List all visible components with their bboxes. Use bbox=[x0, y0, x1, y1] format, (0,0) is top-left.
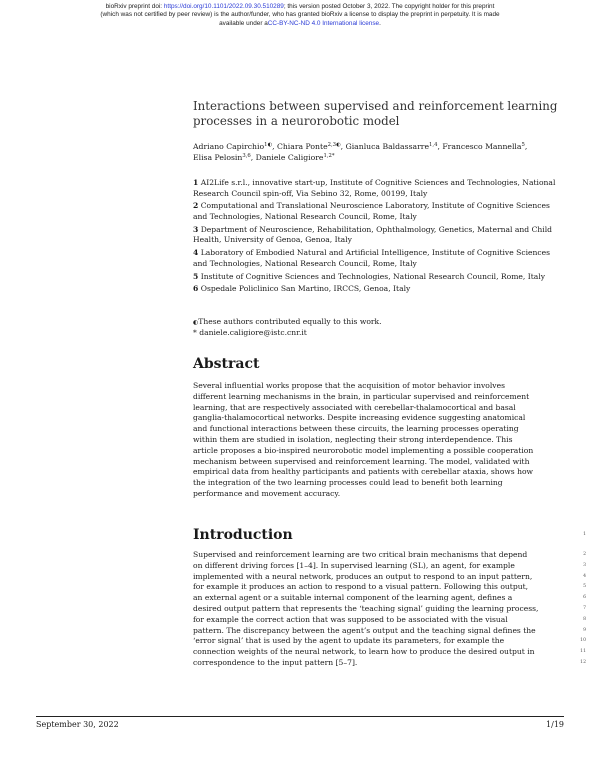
abstract-line: article proposes a bio-inspired neurorobotic model implementing a possible cooperation bbox=[193, 445, 534, 455]
intro-line: connection weights of the neural network, to learn how to produce the desired output in bbox=[193, 647, 535, 657]
line-number: 3 bbox=[583, 562, 586, 568]
intro-line: an external agent or a suitable internal component of the learning agent, defines a bbox=[193, 593, 513, 603]
line-number: 8 bbox=[583, 616, 586, 622]
line-number: 6 bbox=[583, 595, 586, 601]
intro-line: for example it produces an action to respond to a visual pattern. Following this output, bbox=[193, 582, 529, 592]
affiliation: 1 AI2Life s.r.l., innovative start-up, Institute of Cognitive Sciences and Technologies, National Research Council spin-off, Via Sebino 32, Rome, 00199, Italy bbox=[193, 178, 556, 198]
abstract-line: empirical data from healthy participants and patients with cerebellar ataxia, shows how bbox=[193, 467, 534, 477]
half-circle-icon: ◐ bbox=[193, 319, 199, 326]
page-number: 1/19 bbox=[546, 720, 564, 729]
author: Gianluca Baldassarre$^{1,4}$, bbox=[345, 141, 443, 151]
affiliation-list bbox=[193, 178, 565, 297]
line-number: 11 bbox=[580, 649, 586, 655]
intro-line: implemented with a neural network, produces an output to respond to an input pattern, bbox=[193, 571, 533, 581]
introduction-body bbox=[193, 550, 565, 669]
line-number: 2 bbox=[583, 552, 586, 557]
paper-title: Interactions between supervised and reinforcement learning processes in a neurorobotic model bbox=[193, 99, 558, 128]
line-numbers bbox=[574, 550, 586, 669]
notice-line-1: bioRxiv preprint doi: https://doi.org/10.1101/2022.09.30.510289; this version posted October 3, 2022. The copyright holder for this preprint bbox=[105, 3, 495, 10]
affiliation: 6 Ospedale Policlinico San Martino, IRCCS, Genoa, Italy bbox=[193, 284, 411, 294]
abstract-line: within them are studied in isolation, neglecting their strong interdependence. This bbox=[193, 434, 513, 444]
abstract-line: performance and movement accuracy. bbox=[193, 488, 341, 498]
footer-date: September 30, 2022 bbox=[36, 720, 119, 729]
intro-line: ‘error signal’ that is used by the agent to update its parameters, for example the bbox=[193, 636, 505, 646]
author: Daniele Caligiore$^{1,2*}$ bbox=[255, 152, 335, 162]
intro-line: Supervised and reinforcement learning are two critical brain mechanisms that depend bbox=[193, 550, 528, 559]
corresponding-email[interactable]: * daniele.caligiore@istc.cnr.it bbox=[193, 328, 307, 337]
abstract-line: different learning mechanisms in the brain, in particular supervised and reinforcement bbox=[193, 391, 530, 401]
author: Francesco Mannella$^5$, bbox=[442, 141, 528, 151]
notice-line-2: (which was not certified by peer review) is the author/funder, who has granted bioRxiv a license to display the preprint in perpetuity. It is made bbox=[100, 11, 500, 19]
author-line-2 bbox=[193, 153, 565, 164]
intro-line: desired output pattern that represents the ‘teaching signal’ guiding the learning process, bbox=[193, 603, 539, 613]
abstract-line: Several influential works propose that the acquisition of motor behavior involves bbox=[193, 381, 505, 390]
line-number: 1 bbox=[583, 532, 586, 537]
author: Elisa Pelosin$^{3,6}$, bbox=[193, 152, 256, 162]
affiliation: 2 Computational and Translational Neuroscience Laboratory, Institute of Cognitive Sciences and Technologies, National Research Council, Rome, Italy bbox=[193, 201, 550, 221]
line-number: 12 bbox=[580, 659, 586, 665]
footer-rule bbox=[36, 716, 564, 717]
intro-line: on different driving forces [1–4]. In supervised learning (SL), an agent, for example bbox=[193, 560, 515, 570]
line-number: 9 bbox=[583, 627, 586, 633]
abstract-heading: Abstract bbox=[193, 356, 260, 372]
author: Chiara Ponte$^{2,3◐}$, bbox=[276, 141, 346, 151]
abstract-line: mechanism between supervised and reinforcement learning. The model, validated with bbox=[193, 456, 530, 466]
intro-line: for example the correct action that was supposed to be associated with the visual bbox=[193, 614, 508, 624]
affiliation: 5 Institute of Cognitive Sciences and Technologies, National Research Council, Rome, Italy bbox=[193, 271, 546, 281]
abstract-line: the integration of the two learning processes could lead to benefit both learning bbox=[193, 478, 503, 488]
intro-line: pattern. The discrepancy between the agent’s output and the teaching signal defines the bbox=[193, 625, 536, 635]
line-number: 4 bbox=[583, 573, 586, 579]
line-number: 10 bbox=[580, 638, 586, 644]
license-link[interactable]: CC-BY-NC-ND 4.0 International license bbox=[267, 19, 380, 27]
affiliation: 3 Department of Neuroscience, Rehabilitation, Ophthalmology, Genetics, Maternal and Child Health, University of Genoa, Genoa, Italy bbox=[193, 224, 552, 245]
line-number: 5 bbox=[583, 584, 586, 590]
affiliation: 4 Laboratory of Embodied Natural and Artificial Intelligence, Institute of Cognitive Sciences and Technologies, National Research Council, Rome, Italy bbox=[193, 248, 551, 268]
abstract-body bbox=[193, 381, 565, 500]
biorxiv-notice bbox=[0, 3, 600, 28]
abstract-line: ganglia-thalamocortical networks. Despite increasing evidence suggesting anatomical bbox=[193, 413, 526, 423]
introduction-heading: Introduction bbox=[193, 527, 293, 543]
author-list bbox=[193, 142, 565, 163]
equal-contribution-note: ◐These authors contributed equally to this work. bbox=[193, 317, 382, 326]
notice-line-3: available under aCC-BY-NC-ND 4.0 International license. bbox=[219, 19, 381, 27]
author-notes bbox=[193, 317, 565, 338]
abstract-line: and functional interactions between these circuits, the learning processes operating bbox=[193, 424, 519, 434]
abstract-line: learning, that are respectively associated with cerebellar-thalamocortical and basal bbox=[193, 402, 516, 412]
author: Adriano Capirchio$^{1◐}$, bbox=[193, 141, 277, 151]
author-line-1 bbox=[193, 142, 565, 153]
intro-line: correspondence to the input pattern [5–7]. bbox=[193, 657, 358, 667]
line-number: 7 bbox=[583, 605, 586, 611]
doi-link[interactable]: https://doi.org/10.1101/2022.09.30.510289 bbox=[163, 3, 284, 10]
